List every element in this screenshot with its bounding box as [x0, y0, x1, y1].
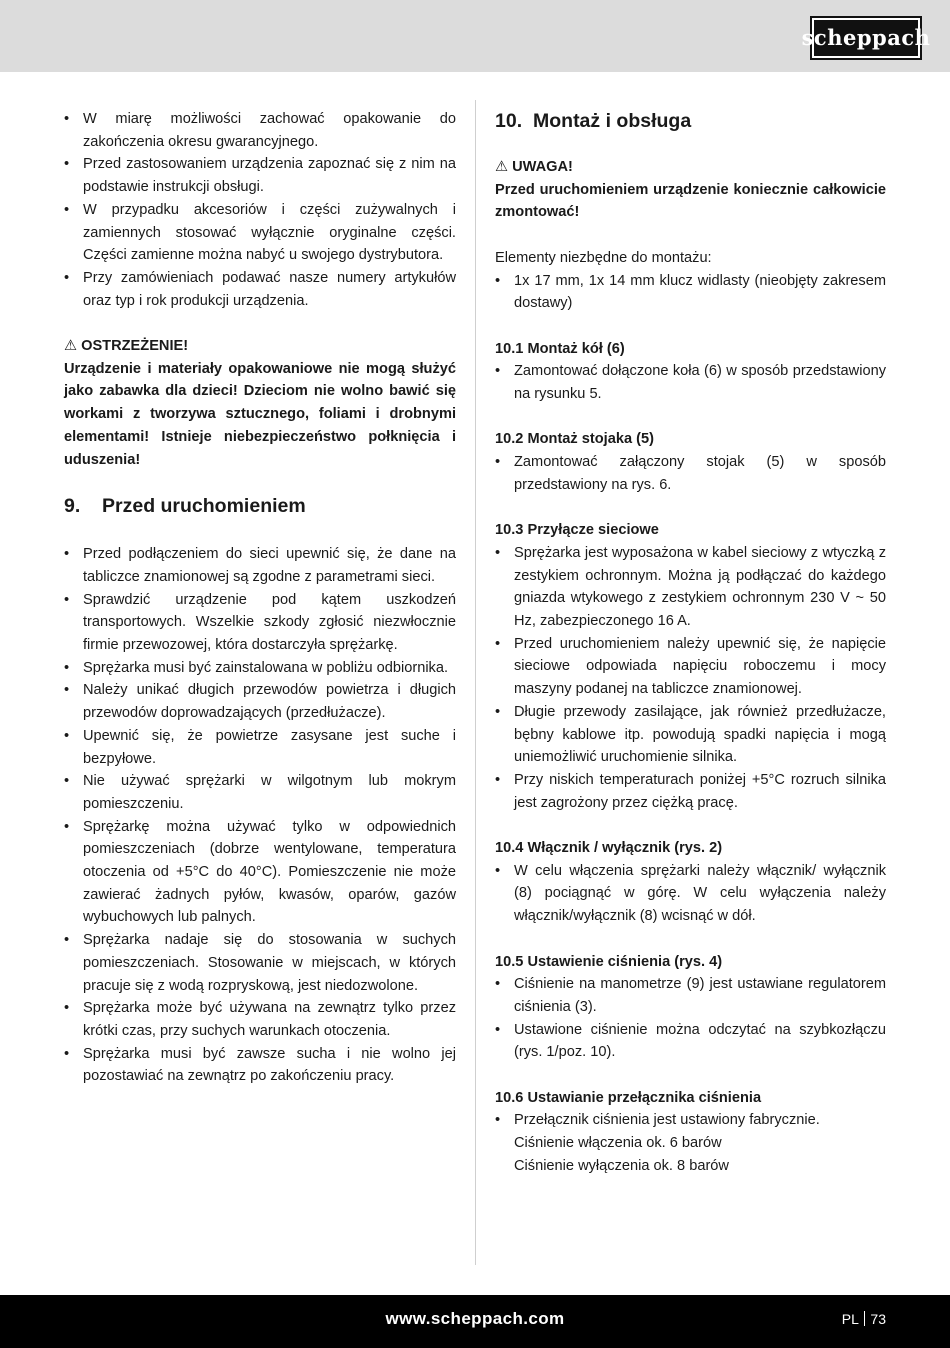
warning-title: OSTRZEŻENIE!	[81, 338, 189, 355]
warning-block	[64, 335, 456, 471]
warning-text: Urządzenie i materiały opakowaniowe nie mogą służyć jako zabawka dla dzieci! Dzieciom nie wolno bawić się workami z tworzywa sztucznego, foliami i drobnymi elementami! Istnieje niebezpieczeństwo połknięcia i uduszenia!	[64, 360, 456, 468]
list-item: • Przed zastosowaniem urządzenia zapoznać się z nim na podstawie instrukcji obsługi.	[64, 153, 456, 198]
section-9-number: 9.	[64, 495, 81, 518]
subsection-10-1-title: 10.1 Montaż kół (6)	[495, 340, 625, 357]
section-9-title: Przed uruchomieniem	[102, 495, 306, 518]
list-item: • Upewnić się, że powietrze zasysane jest suche i bezpyłowe.	[64, 725, 456, 770]
list-item: • Zamontować załączony stojak (5) w sposób przedstawiony na rys. 6.	[495, 451, 886, 496]
brand-logo-text: scheppach	[801, 24, 931, 50]
section-9-heading	[64, 493, 456, 519]
list-item: • Przy zamówieniach podawać nasze numery artykułów oraz typ i rok produkcji urządzenia.	[64, 267, 456, 312]
list-item: • Sprężarkę można używać tylko w odpowiednich pomieszczeniach (dobrze wentylowane, temperatura otoczenia od +5°C do 40°C). Pomieszczenie nie może zawierać żadnych pyłów, kwasów, oparów, gazów wybuchowych lub palnych.	[64, 816, 456, 930]
list-item: • W przypadku akcesoriów i części zużywalnych i zamiennych stosować wyłącznie oryginalne części. Części zamienne można nabyć u swojego dystrybutora.	[64, 199, 456, 267]
subsection-10-1-list	[495, 360, 886, 405]
list-item: • Przed uruchomieniem należy upewnić się, że napięcie sieciowe odpowiada napięciu roboczemu i mocy maszyny podanej na tabliczce znamionowej.	[495, 633, 886, 701]
list-item: • Sprężarka musi być zawsze sucha i nie wolno jej pozostawiać na zewnątrz po zakończeniu pracy.	[64, 1043, 456, 1088]
list-item: • Sprężarka jest wyposażona w kabel sieciowy z wtyczką z zestykiem ochronnym. Można ją podłączać do każdego gniazda wtykowego z zestykiem ochronnym 230 V ~ 50 Hz, zabezpieczonego 16 A.	[495, 542, 886, 633]
subsection-10-3-list	[495, 542, 886, 814]
list-item	[495, 1109, 886, 1177]
list-item: • Długie przewody zasilające, jak również przedłużacze, bębny kablowe itp. powodują spadki napięcia i mogą uniemożliwić uruchomienie silnika.	[495, 701, 886, 769]
list-item: • Nie używać sprężarki w wilgotnym lub mokrym pomieszczeniu.	[64, 770, 456, 815]
list-item: • Sprężarka może być używana na zewnątrz tylko przez krótki czas, przy suchych warunkach otoczenia.	[64, 997, 456, 1042]
list-item: • 1x 17 mm, 1x 14 mm klucz widlasty (nieobjęty zakresem dostawy)	[495, 270, 886, 315]
language-code: PL	[841, 1311, 859, 1327]
warning-title-line	[64, 335, 456, 358]
subsection-10-2-list	[495, 451, 886, 496]
subsection-10-5-title: 10.5 Ustawienie ciśnienia (rys. 4)	[495, 953, 723, 970]
subsection-10-2-title: 10.2 Montaż stojaka (5)	[495, 431, 654, 448]
list-item: • Przy niskich temperaturach poniżej +5°C rozruch silnika jest zagrożony przez ciężką pracę.	[495, 769, 886, 814]
footer-website: www.scheppach.com	[385, 1309, 565, 1328]
caution-block	[495, 156, 886, 224]
subsection-10-4-title: 10.4 Włącznik / wyłącznik (rys. 2)	[495, 840, 723, 857]
section-10-number: 10.	[495, 110, 523, 132]
warning-icon: ⚠	[495, 159, 509, 175]
caution-title-line	[495, 156, 886, 179]
cut-in-pressure: Ciśnienie włączenia ok. 6 barów	[514, 1135, 722, 1152]
left-column	[64, 108, 456, 1088]
pressure-switch-note: Przełącznik ciśnienia jest ustawiony fabrycznie.	[514, 1112, 820, 1129]
list-item: • W miarę możliwości zachować opakowanie do zakończenia okresu gwarancyjnego.	[64, 108, 456, 153]
list-item: • Sprężarka nadaje się do stosowania w suchych pomieszczeniach. Stosowanie w miejscach, w których pracuje się z wodą rozpryskową, jest niedozwolone.	[64, 929, 456, 997]
list-item: • W celu włączenia sprężarki należy włącznik/ wyłącznik (8) pociągnąć w górę. W celu wyłączenia należy włącznik/wyłącznik (8) wcisnąć w dół.	[495, 860, 886, 928]
subsection-10-4-list	[495, 860, 886, 928]
list-item: • Przed podłączeniem do sieci upewnić się, że dane na tabliczce znamionowej są zgodne z parametrami sieci.	[64, 543, 456, 588]
section-9-list	[64, 543, 456, 1088]
caution-text: Przed uruchomieniem urządzenie koniecznie całkowicie zmontować!	[495, 181, 886, 221]
section-10-title: Montaż i obsługa	[533, 110, 692, 132]
subsection-10-6-list	[495, 1109, 886, 1177]
page-number: 73	[870, 1311, 886, 1327]
list-item: • Zamontować dołączone koła (6) w sposób przedstawiony na rysunku 5.	[495, 360, 886, 405]
brand-logo	[801, 16, 931, 60]
intro-list	[64, 108, 456, 312]
list-item: • Sprawdzić urządzenie pod kątem uszkodzeń transportowych. Wszelkie szkody zgłosić niezwłocznie firmie przewozowej, która dostarczyła sprężarkę.	[64, 589, 456, 657]
list-item: • Ustawione ciśnienie można odczytać na szybkozłączu (rys. 1/poz. 10).	[495, 1019, 886, 1064]
list-item: • Sprężarka musi być zainstalowana w pobliżu odbiornika.	[64, 657, 456, 680]
list-item: • Ciśnienie na manometrze (9) jest ustawiane regulatorem ciśnienia (3).	[495, 973, 886, 1018]
required-tools-label: Elementy niezbędne do montażu:	[495, 249, 712, 266]
section-10-heading	[495, 108, 886, 134]
list-item: • Należy unikać długich przewodów powietrza i długich przewodów doprowadzających (przedłużacze).	[64, 679, 456, 724]
right-column	[495, 108, 886, 1178]
subsection-10-3-title: 10.3 Przyłącze sieciowe	[495, 522, 659, 539]
cut-out-pressure: Ciśnienie wyłączenia ok. 8 barów	[514, 1157, 729, 1174]
page-indicator	[842, 1308, 886, 1330]
column-divider	[475, 100, 476, 1265]
subsection-10-5-list	[495, 973, 886, 1064]
warning-icon: ⚠	[64, 338, 78, 355]
caution-title: UWAGA!	[512, 159, 573, 175]
required-tools-list	[495, 270, 886, 315]
subsection-10-6-title: 10.6 Ustawianie przełącznika ciśnienia	[495, 1089, 762, 1106]
page-separator	[864, 1311, 866, 1326]
